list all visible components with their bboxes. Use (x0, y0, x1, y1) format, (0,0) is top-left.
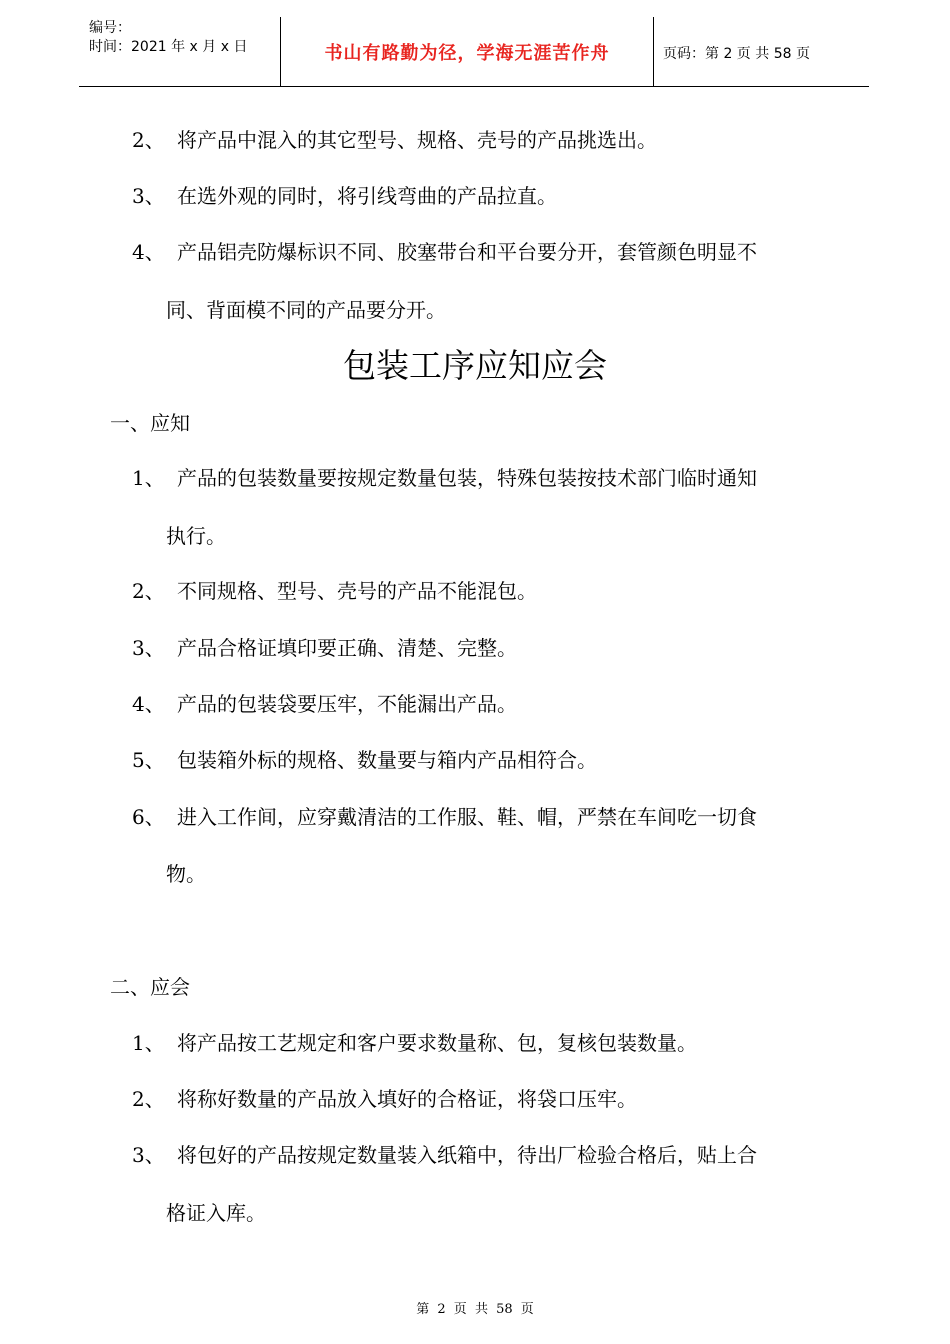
list-item (132, 1031, 697, 1055)
list-item (132, 240, 757, 264)
list-item-text: 在选外观的同时，将引线弯曲的产品拉直。 (177, 184, 557, 208)
list-item-number: 5、 (132, 748, 165, 772)
page-header (79, 17, 869, 87)
footer-total-unit: 页 (520, 1302, 534, 1317)
list-item (132, 1087, 637, 1111)
section-heading-do: 二、应会 (110, 975, 190, 999)
footer-total-prefix: 共 (474, 1302, 488, 1317)
list-item-number: 3、 (132, 184, 165, 208)
header-motto: 书山有路勤为径，学海无涯苦作舟 (324, 43, 610, 64)
footer-page-number: 2 (437, 1302, 446, 1317)
list-item-text: 产品合格证填印要正确、清楚、完整。 (177, 636, 517, 660)
list-item (132, 636, 517, 660)
list-item (132, 1143, 757, 1167)
list-item-text: 不同规格、型号、壳号的产品不能混包。 (177, 579, 537, 603)
list-item-text: 将包好的产品按规定数量装入纸箱中，待出厂检验合格后，贴上合 (177, 1143, 757, 1167)
list-item-number: 1、 (132, 1031, 165, 1055)
header-page-info: 页码：第 2 页 共 58 页 (663, 46, 810, 62)
document-number-label: 编号： (89, 20, 131, 36)
list-item-number: 2、 (132, 128, 165, 152)
footer-page-unit: 页 (453, 1302, 467, 1317)
list-item-number: 3、 (132, 636, 165, 660)
list-item-text: 产品的包装数量要按规定数量包装，特殊包装按技术部门临时通知 (177, 466, 757, 490)
list-item (132, 805, 757, 829)
list-item-text: 产品铝壳防爆标识不同、胶塞带台和平台要分开，套管颜色明显不 (177, 240, 757, 264)
list-item-text: 将称好数量的产品放入填好的合格证，将袋口压牢。 (177, 1087, 637, 1111)
header-motto-cell (281, 17, 654, 86)
list-item (132, 128, 657, 152)
list-item-continuation: 同、背面模不同的产品要分开。 (166, 298, 446, 322)
document-time-label: 时间：2021 年 x 月 x 日 (89, 39, 248, 55)
list-item-text: 将产品按工艺规定和客户要求数量称、包，复核包装数量。 (177, 1031, 697, 1055)
list-item (132, 466, 757, 490)
list-item-continuation: 物。 (166, 862, 206, 886)
list-item (132, 184, 557, 208)
footer-total-number: 58 (496, 1302, 513, 1317)
list-item (132, 579, 537, 603)
list-item-number: 6、 (132, 805, 165, 829)
list-item (132, 748, 597, 772)
list-item-text: 将产品中混入的其它型号、规格、壳号的产品挑选出。 (177, 128, 657, 152)
list-item-number: 3、 (132, 1143, 165, 1167)
section-heading-know: 一、应知 (110, 411, 190, 435)
list-item-continuation: 执行。 (166, 524, 226, 548)
list-item-number: 2、 (132, 1087, 165, 1111)
header-meta-cell (79, 17, 281, 86)
list-item-text: 产品的包装袋要压牢，不能漏出产品。 (177, 692, 517, 716)
section-title: 包装工序应知应会 (343, 346, 607, 385)
list-item-number: 1、 (132, 466, 165, 490)
page-footer (0, 1298, 950, 1317)
list-item-number: 4、 (132, 692, 165, 716)
header-page-cell (654, 17, 869, 86)
footer-page-prefix: 第 (416, 1302, 430, 1317)
list-item (132, 692, 517, 716)
list-item-continuation: 格证入库。 (166, 1201, 266, 1225)
list-item-text: 进入工作间，应穿戴清洁的工作服、鞋、帽，严禁在车间吃一切食 (177, 805, 757, 829)
list-item-text: 包装箱外标的规格、数量要与箱内产品相符合。 (177, 748, 597, 772)
list-item-number: 4、 (132, 240, 165, 264)
list-item-number: 2、 (132, 579, 165, 603)
